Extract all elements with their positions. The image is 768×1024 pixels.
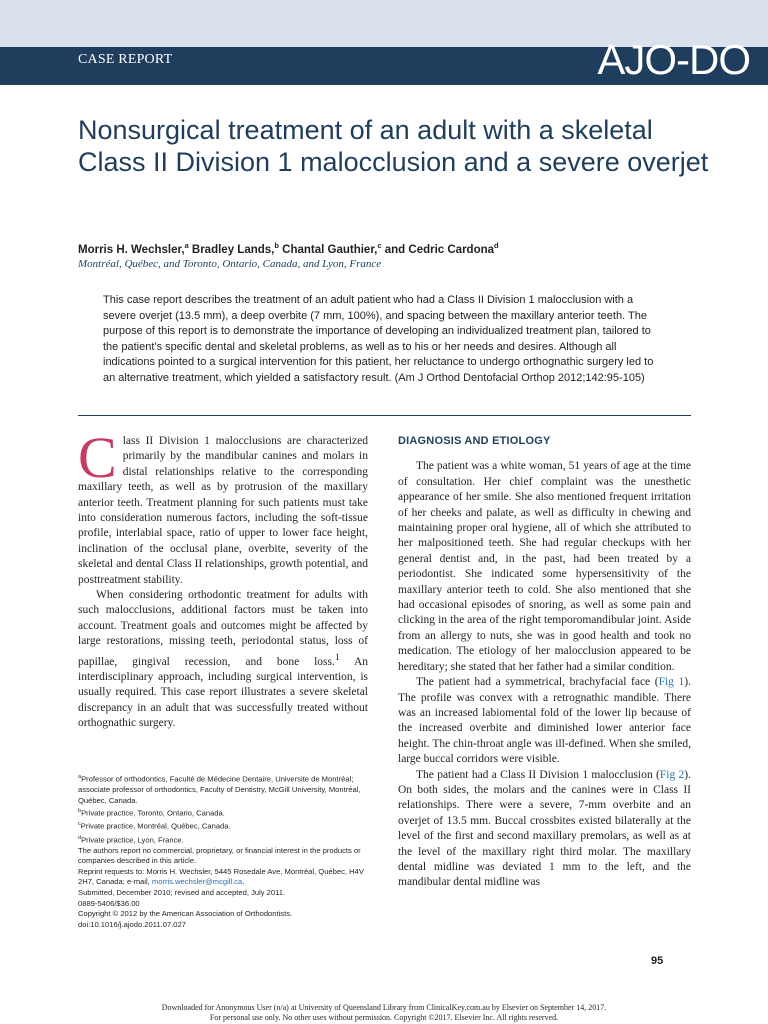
author-name: and Cedric Cardona bbox=[384, 243, 495, 256]
author-name: Chantal Gauthier, bbox=[282, 243, 378, 256]
reference-marker: 1 bbox=[334, 651, 340, 663]
footnote-c: $^c$Private practice, Montréal, Québec, Canada. bbox=[78, 821, 231, 831]
copyright: Copyright © 2012 by the American Association of Orthodontists. bbox=[78, 909, 293, 919]
body-text: An interdisciplinary approach, including surgical intervention, is usually required. This case report illustrates a severe skeletal discrepancy in an adult that was successfully treated without orthognathic surgery. bbox=[78, 655, 368, 730]
footnote-text: Private practice, Lyon, France. bbox=[81, 835, 184, 845]
reprint-requests bbox=[78, 867, 370, 888]
footnote-text: Private practice, Montréal, Québec, Canada. bbox=[80, 821, 231, 831]
right-column bbox=[398, 434, 691, 891]
intro-text: lass II Division 1 malocclusions are characterized primarily by the mandibular canines and molars in distal relationships relative to the corresponding maxillary teeth, as well as by protrusion of the maxillary anterior teeth. Treatment planning for such patients must take into consideration numerous factors, including the soft-tissue profile, interlabial space, ratio of upper to lower face height, inclination of the occlusal plane, overbite, severity of the skeletal and dental Class II relationships, growth potential, and posttreatment stability. bbox=[78, 435, 368, 586]
left-column bbox=[78, 425, 368, 732]
footnote-text: Professor of orthodontics, Faculté de Médecine Dentaire, Universite de Montréal; associate professor of orthodontics, Faculty of Dentistry, McGill University, Montréal, Québec, Canada. bbox=[78, 774, 361, 805]
body-paragraph: The patient was a white woman, 51 years of age at the time of consultation. Her chief complaint was the unesthetic appearance of her smile. She also mentioned frequent irritation of her cheeks and palate, as well as difficulty in chewing and maintaining proper oral hygiene, all of which she attributed to her malpositioned teeth. She had regular checkups with her general dentist and, in the past, had been treated by a periodontist. She indicated some hypersensitivity of the maxillary anterior teeth to cold. She also mentioned that she had occasional episodes of snoring, as well as some pain and clicking in the area of the right temporomandibular joint. Aside from an allergy to nuts, she was in good health and took no medication. The etiology of her malocclusion appeared to be hereditary; she stated that her father had a similar condition. bbox=[398, 460, 691, 673]
section-heading: DIAGNOSIS AND ETIOLOGY bbox=[398, 435, 551, 447]
download-line-2: For personal use only. No other uses without permission. Copyright ©2017. Elsevier Inc. All rights reserved. bbox=[209, 1013, 559, 1022]
article-title: Nonsurgical treatment of an adult with a skeletal Class II Division 1 malocclusion and a severe overjet bbox=[78, 115, 709, 177]
author-affiliation: Montréal, Québec, and Toronto, Ontario, Canada, and Lyon, France bbox=[78, 258, 382, 270]
body-text: ). On both sides, the molars and the canines were in Class II relationships. There were a severe, 7-mm overbite and an overjet of 13.5 mm. Buccal crossbites existed bilaterally at the level of the first and second maxillary premolars, as well as at the level of the maxillary right third molar. The maxillary dental midline was deviated 1 mm to the left, and the mandibular dental midline was bbox=[398, 768, 691, 889]
author-name: Morris H. Wechsler, bbox=[78, 243, 185, 256]
drop-cap: C bbox=[78, 425, 117, 490]
body-text: When considering orthodontic treatment for adults with such malocclusions, additional factors must be taken into account. Treatment goals and outcomes might be affected by large restorations, missing teeth, periodontal status, loss of papillae, gingival recession, and bone loss. bbox=[78, 589, 368, 668]
body-paragraph bbox=[398, 768, 691, 891]
author-affiliation-marker: c bbox=[377, 241, 382, 250]
section-label: CASE REPORT bbox=[78, 52, 173, 67]
footnote-b: $^b$Private practice, Toronto, Ontario, Canada. bbox=[78, 808, 225, 818]
issn-price: 0889-5406/$36.00 bbox=[78, 898, 140, 908]
footnote-text: Reprint requests to: Morris H. Wechsler, 5445 Rosedale Ave, Montréal, Québec, H4V 2H7, Canada; e-mail, bbox=[78, 866, 364, 887]
intro-paragraph bbox=[78, 425, 368, 588]
footnote-d: $^d$Private practice, Lyon, France. bbox=[78, 834, 184, 845]
divider bbox=[78, 415, 691, 416]
footnote-a: $^a$Professor of orthodontics, Faculté de Médecine Dentaire, Universite de Montréal; associate professor of orthodontics, Faculty of Dentistry, McGill University, Montréal, Québec, Canada. bbox=[78, 774, 361, 805]
download-line-1: Downloaded for Anonymous User (n/a) at University of Queensland Library from ClinicalKey.com.au by Elsevier on September 14, 2017. bbox=[161, 1003, 607, 1012]
body-text: The patient had a Class II Division 1 malocclusion ( bbox=[416, 768, 660, 781]
author-affiliation-marker: d bbox=[494, 241, 499, 250]
author-affiliation-marker: b bbox=[274, 241, 279, 250]
conflict-statement: The authors report no commercial, proprietary, or financial interest in the products or companies described in this article. bbox=[78, 845, 361, 866]
footnote-text: . bbox=[242, 877, 245, 887]
doi: doi:10.1016/j.ajodo.2011.07.027 bbox=[78, 919, 186, 929]
body-paragraph bbox=[398, 675, 691, 767]
author-name: Bradley Lands, bbox=[191, 243, 275, 256]
email-link[interactable]: morris.wechsler@mcgill.ca bbox=[151, 877, 243, 887]
download-notice bbox=[0, 1003, 768, 1023]
body-text: The patient had a symmetrical, brachyfacial face ( bbox=[416, 676, 659, 689]
footnotes bbox=[78, 772, 370, 930]
author-affiliation-marker: a bbox=[184, 241, 189, 250]
journal-logo: AJO-DO bbox=[597, 36, 750, 83]
page-number: 95 bbox=[651, 955, 664, 967]
abstract: This case report describes the treatment of an adult patient who had a Class II Division 1 malocclusion with a severe overjet (13.5 mm), a deep overbite (7 mm, 100%), and spacing between the maxillary anterior teeth. The purpose of this report is to demonstrate the importance of developing an individualized treatment plan, tailored to the patient’s specific dental and skeletal problems, as well as to his or her needs and desires. Although all indications pointed to a surgical intervention for this patient, her reluctance to undergo orthognathic surgery led to an alternative treatment, which yielded a satisfactory result. (Am J Orthod Dentofacial Orthop 2012;142:95-105) bbox=[103, 294, 654, 384]
submission-dates: Submitted, December 2010; revised and accepted, July 2011. bbox=[78, 888, 286, 898]
body-text: ). The profile was convex with a retrognathic mandible. There was an increased labiomental fold of the lower lip because of the increased overbite and diminished lower anterior face height. The chin-throat angle was ill-defined. When she smiled, large buccal corridors were visible. bbox=[398, 676, 691, 766]
footnote-text: Private practice, Toronto, Ontario, Canada. bbox=[81, 808, 225, 818]
author-list bbox=[78, 241, 718, 256]
body-paragraph bbox=[78, 588, 368, 731]
figure-link[interactable]: Fig 2 bbox=[659, 768, 685, 781]
figure-link[interactable]: Fig 1 bbox=[658, 676, 685, 689]
